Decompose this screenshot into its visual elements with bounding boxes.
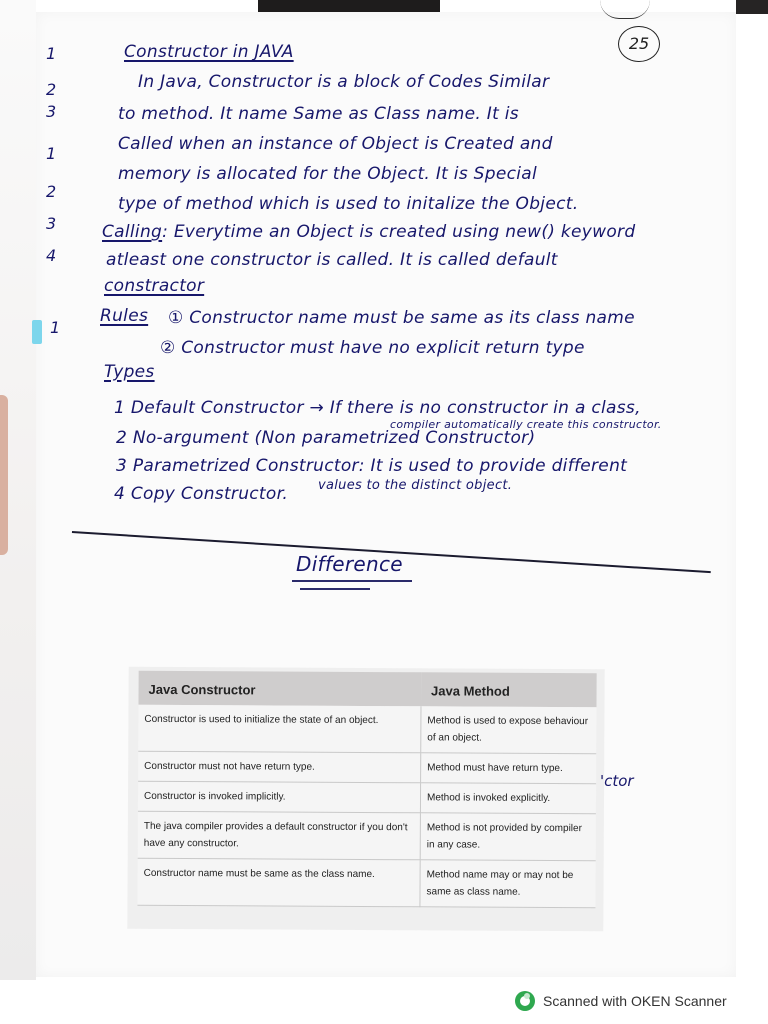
table-cell: Constructor must not have return type. bbox=[138, 751, 421, 782]
table-header-row bbox=[138, 671, 596, 707]
type-item-note: values to the distinct object. bbox=[318, 478, 513, 493]
table-row bbox=[138, 705, 596, 754]
table-cell: Method name may or may not be same as class name. bbox=[420, 860, 596, 908]
calling-line: atleast one constructor is called. It is called default bbox=[106, 250, 558, 270]
type-item-note: compiler automatically create this constructor. bbox=[390, 418, 662, 431]
intro-line: Called when an instance of Object is Created and bbox=[118, 134, 553, 154]
trailing-fragment: 'ctor bbox=[600, 772, 634, 790]
scanner-text: Scanned with OKEN Scanner bbox=[543, 993, 727, 1009]
calling-label: Calling bbox=[102, 222, 163, 242]
difference-underline bbox=[292, 580, 412, 582]
margin-mark: 2 bbox=[46, 80, 57, 99]
table-cell: Constructor name must be same as the class name. bbox=[137, 858, 420, 906]
page-tab-marker bbox=[32, 320, 42, 344]
table-cell: Method is invoked explicitly. bbox=[420, 783, 596, 814]
margin-mark: 1 bbox=[46, 44, 57, 63]
intro-line: type of method which is used to initalize the Object. bbox=[118, 194, 579, 214]
calling-line: : Everytime an Object is created using new() keyword bbox=[162, 222, 636, 242]
difference-underline bbox=[300, 588, 370, 590]
difference-heading: Difference bbox=[296, 552, 403, 576]
table-row bbox=[137, 858, 595, 907]
type-item: 3 Parametrized Constructor: It is used to provide different bbox=[116, 456, 628, 476]
thumb-shadow bbox=[0, 395, 8, 555]
table-row bbox=[138, 751, 596, 783]
rule-item: ② Constructor must have no explicit return type bbox=[160, 338, 585, 358]
margin-mark: 4 bbox=[46, 246, 57, 265]
table-cell: Constructor is invoked implicitly. bbox=[138, 781, 421, 812]
left-page-edge bbox=[0, 0, 36, 980]
margin-mark: 3 bbox=[46, 214, 57, 233]
table-header-cell: Java Constructor bbox=[138, 671, 421, 706]
rules-label: Rules bbox=[100, 306, 149, 326]
table-cell: Method must have return type. bbox=[421, 753, 597, 784]
notes-title: Constructor in JAVA bbox=[124, 42, 294, 62]
calling-line: constractor bbox=[104, 276, 205, 296]
scanner-footer bbox=[515, 990, 727, 1012]
comparison-table-print bbox=[127, 667, 604, 931]
intro-line: memory is allocated for the Object. It is Special bbox=[118, 164, 538, 184]
margin-mark: 3 bbox=[46, 102, 57, 121]
margin-mark: 1 bbox=[46, 144, 57, 163]
intro-line: to method. It name Same as Class name. It is bbox=[118, 104, 519, 124]
table-row bbox=[138, 811, 596, 860]
table-cell: Constructor is used to initialize the state of an object. bbox=[138, 705, 421, 753]
table-cell: The java compiler provides a default constructor if you don't have any constructor. bbox=[138, 811, 421, 859]
table-row bbox=[138, 781, 596, 813]
type-item: 2 No-argument (Non parametrized Constructor) bbox=[116, 428, 536, 448]
type-item: 1 Default Constructor → If there is no constructor in a class, bbox=[114, 398, 641, 418]
oken-scanner-logo-icon bbox=[515, 991, 535, 1011]
intro-line: In Java, Constructor is a block of Codes Similar bbox=[138, 72, 550, 92]
page-number: 25 bbox=[618, 26, 660, 62]
type-item: 4 Copy Constructor. bbox=[114, 484, 289, 504]
margin-mark: 1 bbox=[50, 318, 61, 337]
comparison-table bbox=[137, 671, 596, 908]
table-cell: Method is used to expose behaviour of an object. bbox=[421, 706, 597, 753]
types-label: Types bbox=[104, 362, 155, 382]
table-cell: Method is not provided by compiler in any case. bbox=[420, 813, 596, 861]
calling-paragraph bbox=[102, 222, 635, 242]
table-header-cell: Java Method bbox=[421, 672, 597, 707]
margin-mark: 2 bbox=[46, 182, 57, 201]
rule-item: ① Constructor name must be same as its class name bbox=[168, 308, 635, 328]
